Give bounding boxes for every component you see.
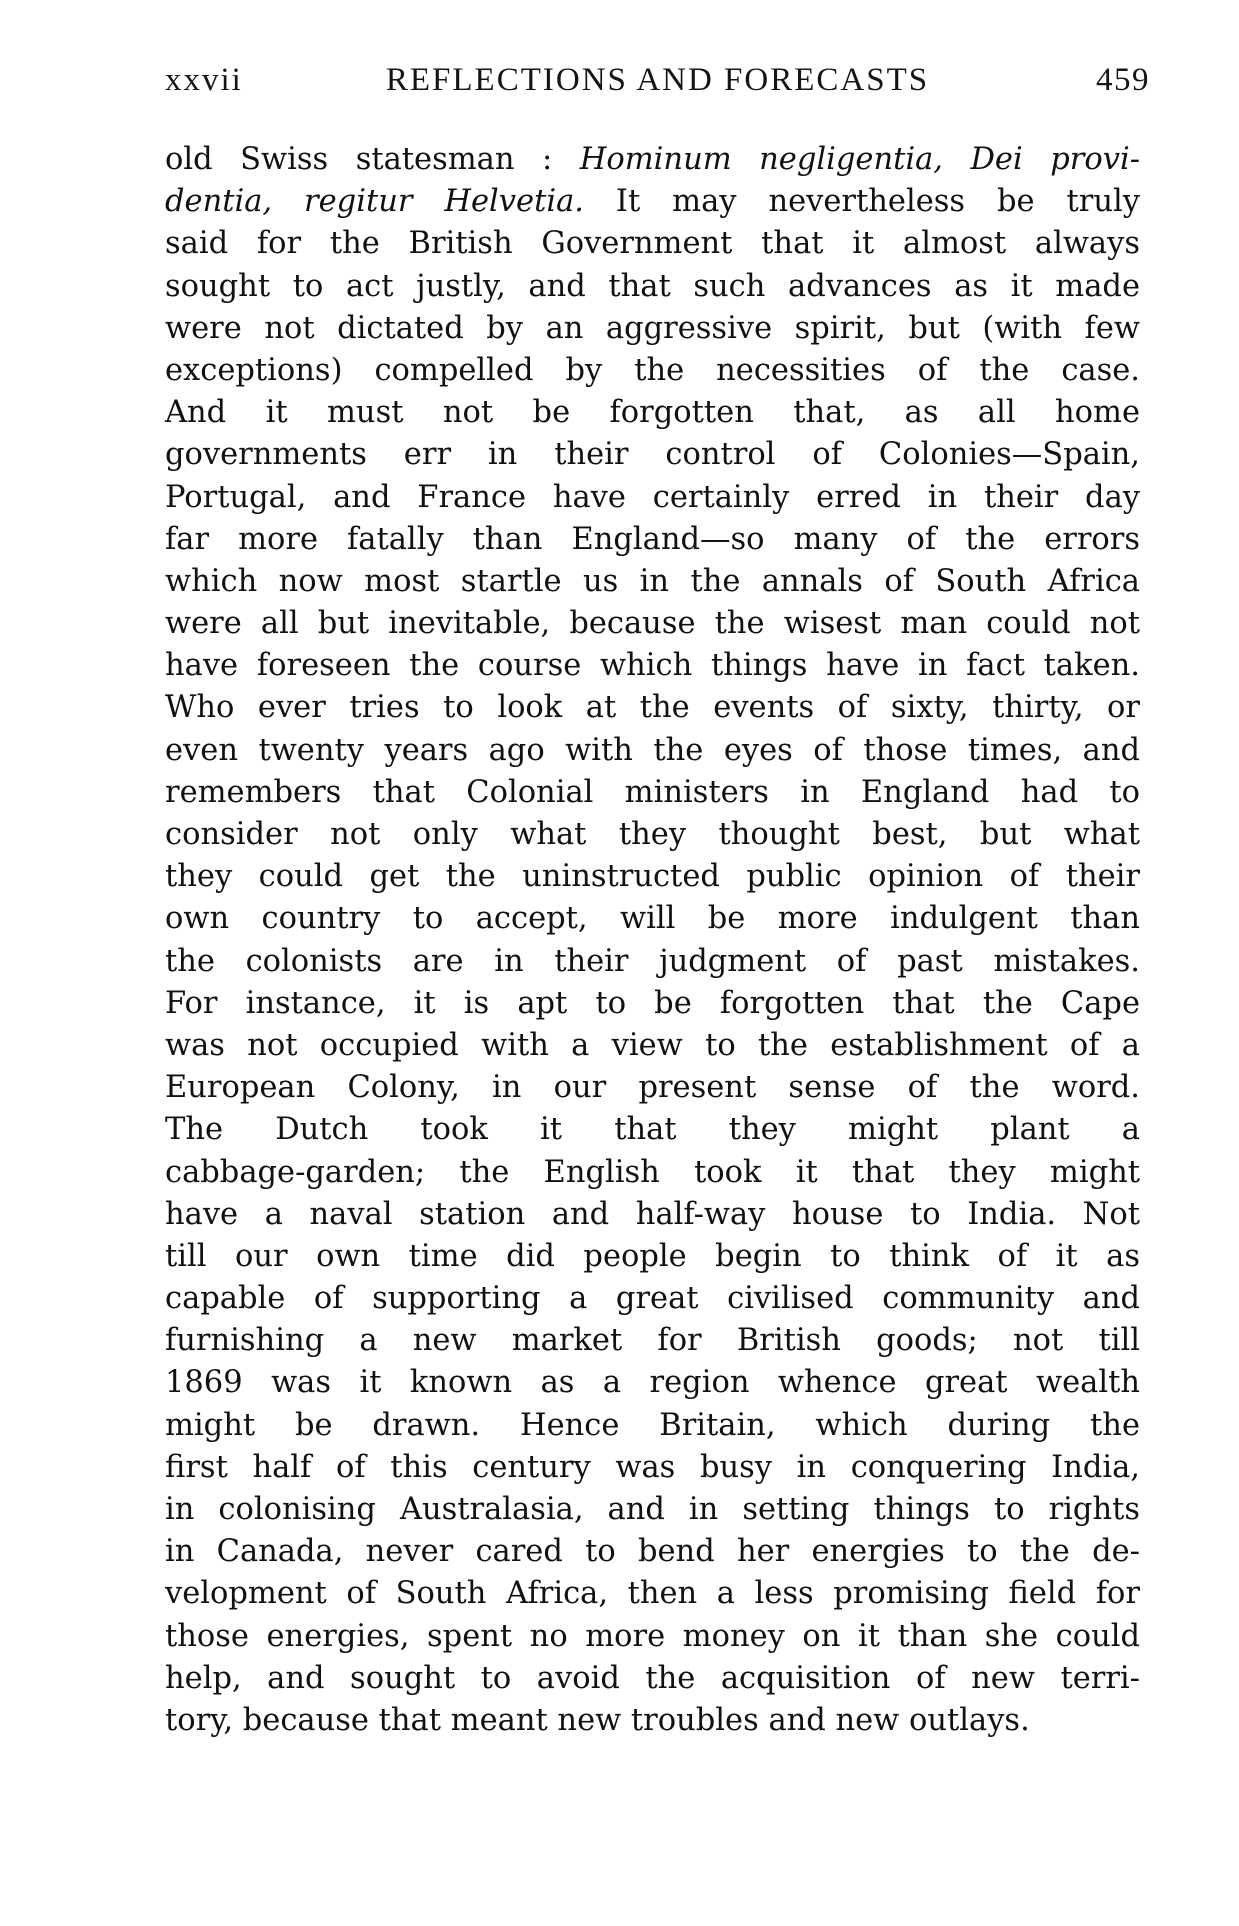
text-run: might be drawn. Hence Britain, which during the bbox=[165, 1407, 1140, 1443]
text-line bbox=[165, 941, 1140, 983]
text-line bbox=[165, 519, 1140, 561]
text-run: For instance, it is apt to be forgotten that the Cape bbox=[165, 985, 1140, 1021]
text-run: furnishing a new market for British goods; not till bbox=[165, 1323, 1140, 1359]
text-run: And it must not be forgotten that, as all home bbox=[165, 395, 1140, 431]
text-run: those energies, spent no more money on it than she could bbox=[165, 1618, 1140, 1654]
page-number: 459 bbox=[1096, 62, 1150, 98]
text-run: they could get the uninstructed public opinion of their bbox=[165, 859, 1140, 895]
text-line bbox=[165, 308, 1140, 350]
text-run: have a naval station and half-way house to India. Not bbox=[165, 1196, 1140, 1232]
text-line bbox=[165, 350, 1140, 392]
text-run: European Colony, in our present sense of the word. bbox=[165, 1070, 1140, 1106]
text-line bbox=[165, 1236, 1140, 1278]
text-line bbox=[165, 1531, 1140, 1573]
text-line bbox=[165, 1194, 1140, 1236]
text-run: exceptions) compelled by the necessities of the case. bbox=[165, 352, 1140, 388]
text-line bbox=[165, 772, 1140, 814]
text-line bbox=[165, 392, 1140, 434]
text-run: in colonising Australasia, and in setting things to rights bbox=[165, 1492, 1140, 1527]
text-run: old Swiss statesman : bbox=[165, 142, 580, 177]
text-run: Portugal, and France have certainly erred in their day bbox=[165, 479, 1140, 515]
text-line bbox=[165, 814, 1140, 856]
text-run: have foreseen the course which things have in fact taken. bbox=[165, 648, 1140, 684]
text-run: tory, because that meant new troubles and new outlays. bbox=[165, 1702, 1030, 1738]
text-line bbox=[165, 645, 1140, 687]
text-run: velopment of South Africa, then a less promising field for bbox=[165, 1576, 1140, 1612]
text-run: It may nevertheless be truly bbox=[583, 184, 1140, 220]
text-run: remembers that Colonial ministers in England had to bbox=[165, 774, 1140, 810]
chapter-number: xxvii bbox=[165, 62, 243, 98]
text-line bbox=[165, 223, 1140, 265]
running-head bbox=[165, 62, 1150, 102]
text-line bbox=[165, 1067, 1140, 1109]
text-line bbox=[165, 1700, 1140, 1742]
body-text bbox=[165, 139, 1140, 1742]
text-run: was not occupied with a view to the establishment of a bbox=[165, 1027, 1140, 1063]
italic-latin-phrase: Hominum negligentia, Dei provi- bbox=[579, 142, 1141, 177]
text-line bbox=[165, 1362, 1140, 1404]
text-line bbox=[165, 139, 1140, 181]
text-run: till our own time did people begin to think of it as bbox=[165, 1238, 1140, 1274]
text-line bbox=[165, 1152, 1140, 1194]
text-run: said for the British Government that it almost always bbox=[165, 226, 1140, 262]
text-run: sought to act justly, and that such advances as it made bbox=[165, 268, 1140, 304]
text-run: far more fatally than England—so many of the errors bbox=[165, 521, 1140, 557]
text-line bbox=[165, 898, 1140, 940]
text-line bbox=[165, 1447, 1140, 1489]
text-run: own country to accept, will be more indulgent than bbox=[165, 901, 1140, 937]
text-line bbox=[165, 266, 1140, 308]
text-run: which now most startle us in the annals of South Africa bbox=[165, 563, 1140, 599]
text-run: Who ever tries to look at the events of sixty, thirty, or bbox=[165, 690, 1140, 726]
text-line bbox=[165, 1658, 1140, 1700]
italic-latin-phrase: dentia, regitur Helvetia. bbox=[165, 184, 584, 220]
text-line bbox=[165, 687, 1140, 729]
text-run: were not dictated by an aggressive spirit, but (with few bbox=[165, 310, 1140, 346]
text-line bbox=[165, 1573, 1140, 1615]
text-line bbox=[165, 1616, 1140, 1658]
text-line bbox=[165, 477, 1140, 519]
text-run: in Canada, never cared to bend her energies to the de- bbox=[165, 1534, 1140, 1570]
text-run: governments err in their control of Colonies—Spain, bbox=[165, 437, 1140, 473]
text-line bbox=[165, 561, 1140, 603]
text-line bbox=[165, 856, 1140, 898]
text-run: cabbage-garden; the English took it that they might bbox=[165, 1154, 1140, 1190]
text-run: the colonists are in their judgment of past mistakes. bbox=[165, 943, 1140, 979]
text-line bbox=[165, 1025, 1140, 1067]
text-line bbox=[165, 603, 1140, 645]
text-line bbox=[165, 1109, 1140, 1151]
text-run: even twenty years ago with the eyes of those times, and bbox=[165, 732, 1140, 768]
text-run: were all but inevitable, because the wisest man could not bbox=[165, 606, 1140, 642]
text-line bbox=[165, 1405, 1140, 1447]
text-line bbox=[165, 730, 1140, 772]
text-line bbox=[165, 1278, 1140, 1320]
text-line bbox=[165, 1489, 1140, 1531]
text-line bbox=[165, 983, 1140, 1025]
text-line bbox=[165, 181, 1140, 223]
text-run: 1869 was it known as a region whence great wealth bbox=[165, 1365, 1140, 1401]
text-run: consider not only what they thought best, but what bbox=[165, 817, 1140, 852]
running-title: REFLECTIONS AND FORECASTS bbox=[385, 62, 930, 98]
text-run: The Dutch took it that they might plant a bbox=[165, 1112, 1140, 1148]
text-run: help, and sought to avoid the acquisition of new terri- bbox=[165, 1660, 1140, 1696]
text-line bbox=[165, 1320, 1140, 1362]
text-line bbox=[165, 434, 1140, 476]
text-run: first half of this century was busy in conquering India, bbox=[165, 1449, 1140, 1485]
text-run: capable of supporting a great civilised community and bbox=[165, 1281, 1140, 1317]
